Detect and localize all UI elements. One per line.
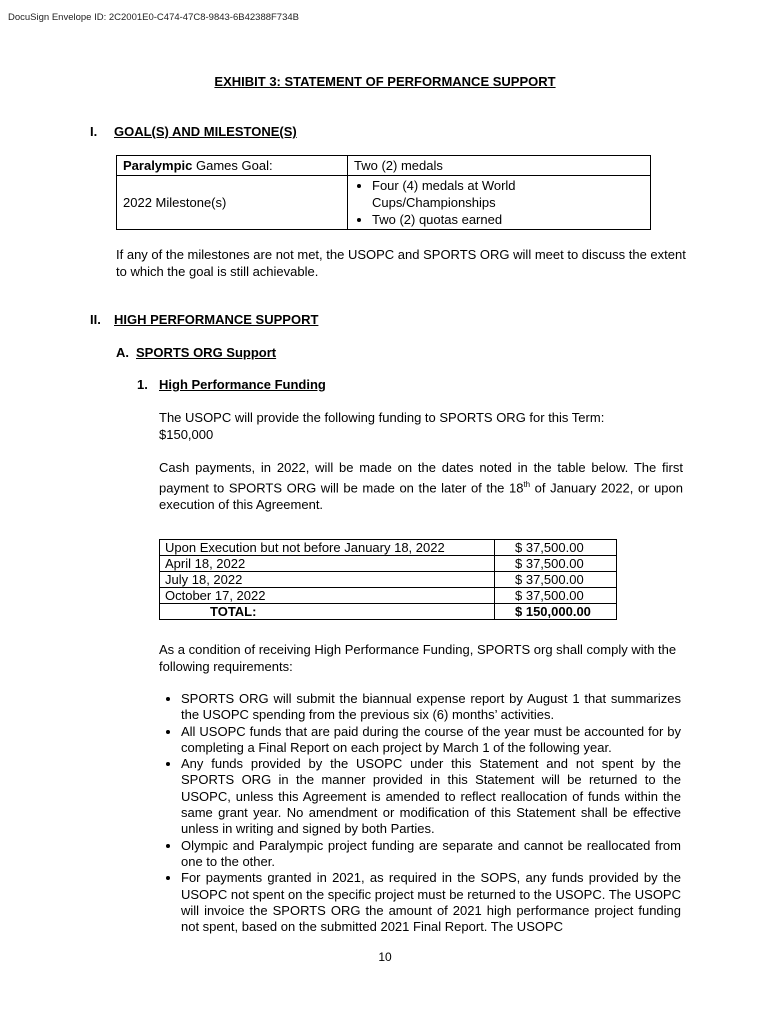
subsection-a-title: SPORTS ORG Support: [136, 345, 277, 360]
milestone-label: 2022 Milestone(s): [117, 176, 348, 230]
milestone-item: • Two (2) quotas earned: [372, 211, 644, 228]
section-1-heading: [90, 124, 490, 139]
payment-date: October 17, 2022: [160, 588, 495, 604]
payment-schedule-table: [159, 539, 617, 620]
requirements-list-container: [159, 691, 681, 935]
goal-label: [117, 156, 348, 176]
milestone-row: [117, 176, 651, 230]
payment-amount: $ 37,500.00: [495, 540, 617, 556]
milestone-note: If any of the milestones are not met, the USOPC and SPORTS ORG will meet to discuss the extent to which the goal is still achievable.: [116, 247, 686, 279]
goal-label-bold: Paralympic: [123, 158, 193, 173]
payment-amount: $ 37,500.00: [495, 572, 617, 588]
goal-value: Two (2) medals: [348, 156, 651, 176]
cash-text-superscript: th: [523, 480, 531, 489]
item-1-number: 1.: [137, 377, 148, 392]
page-number: 10: [378, 950, 392, 964]
payment-date: July 18, 2022: [160, 572, 495, 588]
requirement-item: • Any funds provided by the USOPC under this Statement and not spent by the SPORTS ORG in the manner provided in this Statement will be returned to the USOPC, unless this Agreement is amended to reflect reallocation of funds within the same grant year. No amendment or modification of this Statement shall be effective unless in writing and signed by both Parties.: [181, 756, 681, 837]
payment-amount: $ 37,500.00: [495, 588, 617, 604]
payment-row: [160, 588, 617, 604]
requirement-item: • SPORTS ORG will submit the biannual expense report by August 1 that summarizes the USOPC spending from the previous six (6) months’ activities.: [181, 691, 681, 724]
requirement-item: • Olympic and Paralympic project funding are separate and cannot be reallocated from one to the other.: [181, 838, 681, 871]
goal-label-rest: Games Goal:: [192, 158, 273, 173]
section-2-number: II.: [90, 312, 101, 327]
payment-date: April 18, 2022: [160, 556, 495, 572]
requirements-list: [159, 691, 681, 935]
section-1-number: I.: [90, 124, 98, 139]
payment-row: [160, 572, 617, 588]
payment-amount: $ 37,500.00: [495, 556, 617, 572]
envelope-id: DocuSign Envelope ID: 2C2001E0-C474-47C8-9843-6B42388F734B: [8, 12, 299, 23]
goals-table: [116, 155, 651, 230]
exhibit-title: EXHIBIT 3: STATEMENT OF PERFORMANCE SUPPORT: [214, 74, 556, 89]
payment-row: [160, 540, 617, 556]
section-2-heading: [90, 312, 490, 327]
payment-total-label: TOTAL:: [160, 604, 495, 620]
milestone-list-cell: [348, 176, 651, 230]
section-2-title: HIGH PERFORMANCE SUPPORT: [114, 312, 319, 327]
milestone-item: • Four (4) medals at World Cups/Championships: [372, 177, 644, 211]
cash-text-part-2: of January 2022, or upon execution of this Agreement.: [159, 480, 683, 513]
payment-date: Upon Execution but not before January 18, 2022: [160, 540, 495, 556]
funding-amount: $150,000: [159, 427, 214, 442]
item-1-heading: [137, 377, 537, 392]
funding-statement: [159, 409, 679, 443]
subsection-a-number: A.: [116, 345, 129, 360]
payment-row: [160, 556, 617, 572]
payment-total-amount: $ 150,000.00: [495, 604, 617, 620]
cash-text-part-1: Cash payments, in 2022, will be made on the dates noted in the table below. The first payment to SPORTS ORG will be made on the later of the 18: [159, 460, 683, 496]
subsection-a-heading: [116, 345, 516, 360]
condition-text: As a condition of receiving High Performance Funding, SPORTS org shall comply with the following requirements:: [159, 642, 677, 674]
requirement-item: • For payments granted in 2021, as required in the SOPS, any funds provided by the USOPC not spent on the specific project must be returned to the USOPC. The USOPC will invoice the SPORTS ORG the amount of 2021 high performance project funding not spent, based on the submitted 2021 Final Report. The USOPC: [181, 870, 681, 935]
funding-line-1: The USOPC will provide the following funding to SPORTS ORG for this Term:: [159, 410, 605, 425]
payment-total-row: [160, 604, 617, 620]
requirement-item: • All USOPC funds that are paid during the course of the year must be accounted for by completing a Final Report on each project by March 1 of the following year.: [181, 724, 681, 757]
section-1-title: GOAL(S) AND MILESTONE(S): [114, 124, 297, 139]
item-1-title: High Performance Funding: [159, 377, 326, 392]
cash-payments-text: [159, 459, 683, 513]
goal-row: [117, 156, 651, 176]
milestone-list: [354, 177, 644, 228]
